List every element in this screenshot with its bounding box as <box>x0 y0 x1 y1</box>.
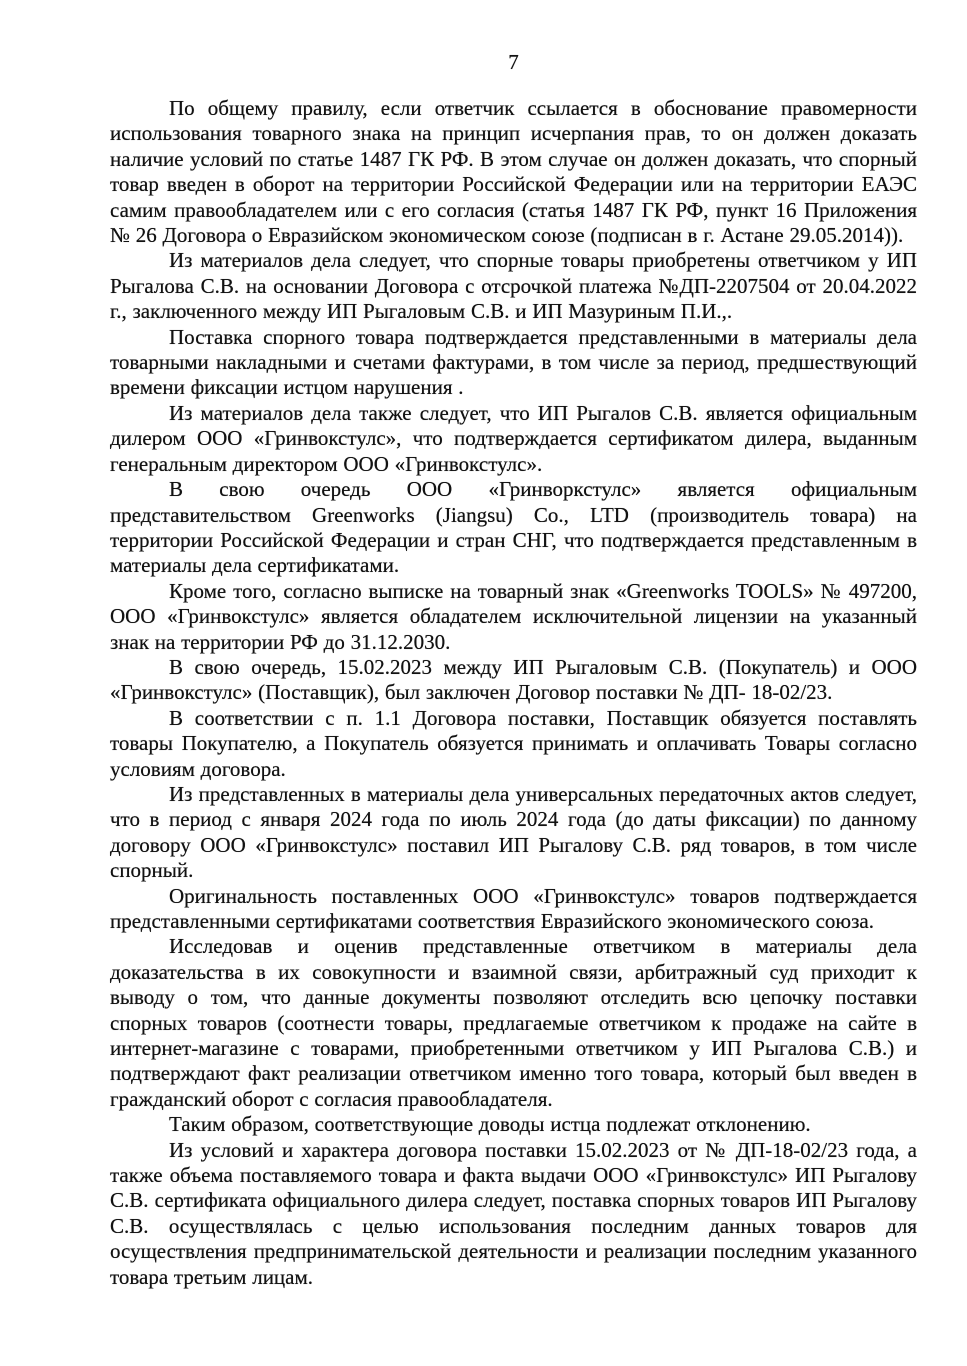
paragraph: По общему правилу, если ответчик ссылается в обоснование правомерности использования товарного знака на принцип исчерпания прав, то он должен доказать наличие условий по статье 1487 ГК РФ. В этом случае он должен доказать, что спорный товар введен в оборот на территории Российской Федерации или на территории ЕАЭС самим правообладателем или с его согласия (статья 1487 ГК РФ, пункт 16 Приложения № 26 Договора о Евразийском экономическом союзе (подписан в г. Астане 29.05.2014)). <box>110 96 917 248</box>
paragraph: Оригинальность поставленных ООО «Гринвокстулс» товаров подтверждается представленными сертификатами соответствия Евразийского экономического союза. <box>110 883 917 933</box>
paragraph: В соответствии с п. 1.1 Договора поставки, Поставщик обязуется поставлять товары Покупателю, а Покупатель обязуется принимать и оплачивать Товары согласно условиям договора. <box>110 705 917 781</box>
paragraph: Из представленных в материалы дела универсальных передаточных актов следует, что в период с января 2024 года по июль 2024 года (до даты фиксации) по данному договору ООО «Гринвокстулс» поставил ИП Рыгалову С.В. ряд товаров, в том числе спорный. <box>110 781 917 883</box>
paragraph: Из материалов дела также следует, что ИП Рыгалов С.В. является официальным дилером ООО «Гринвокстулс», что подтверждается сертификатом дилера, выданным генеральным директором ООО «Гринвокстулс». <box>110 400 917 476</box>
paragraph: Из материалов дела следует, что спорные товары приобретены ответчиком у ИП Рыгалова С.В. на основании Договора с отсрочкой платежа №ДП-2207504 от 20.04.2022 г., заключенного между ИП Рыгаловым С.В. и ИП Мазуриным П.И.,. <box>110 248 917 324</box>
paragraph: Таким образом, соответствующие доводы истца подлежат отклонению. <box>169 1112 811 1137</box>
page-number: 7 <box>508 50 519 74</box>
paragraph: Исследовав и оценив представленные ответчиком в материалы дела доказательства в их совокупности и взаимной связи, арбитражный суд приходит к выводу о том, что данные документы позволяют отследить всю цепочку поставки спорных товаров (соотнести товары, предлагаемые ответчиком к продаже на сайте в интернет-магазине с товарами, приобретенными ответчиком у ИП Рыгалова С.В.) и подтверждают факт реализации ответчиком именно того товара, который был введен в гражданский оборот с согласия правообладателя. <box>110 934 917 1111</box>
paragraph: В свою очередь ООО «Гринворкстулс» является официальным представительством Greenworks (Jiangsu) Co., LTD (производитель товара) на территории Российской Федерации и стран СНГ, что подтверждается представленным в материалы дела сертификатами. <box>110 477 917 578</box>
paragraph: Из условий и характера договора поставки 15.02.2023 от № ДП-18-02/23 года, а также объема поставляемого товара и факта выдачи ООО «Гринвокстулс» ИП Рыгалову С.В. сертификата официального дилера следует, поставка спорных товаров ИП Рыгалову С.В. осуществлялась с целью использования последним данных товаров для осуществления предпринимательской деятельности и реализации последним указанного товара третьим лицам. <box>110 1137 917 1289</box>
document-body <box>110 96 917 1290</box>
paragraph: В свою очередь, 15.02.2023 между ИП Рыгаловым С.В. (Покупатель) и ООО «Гринвокстулс» (Поставщик), был заключен Договор поставки № ДП- 18-02/23. <box>110 654 917 705</box>
paragraph: Кроме того, согласно выписке на товарный знак «Greenworks TOOLS» № 497200, ООО «Гринвокстулс» является обладателем исключительной лицензии на указанный знак на территории РФ до 31.12.2030. <box>110 578 917 654</box>
paragraph: Поставка спорного товара подтверждается представленными в материалы дела товарными накладными и счетами фактурами, в том числе за период, предшествующий времени фиксации истцом нарушения . <box>110 324 917 400</box>
